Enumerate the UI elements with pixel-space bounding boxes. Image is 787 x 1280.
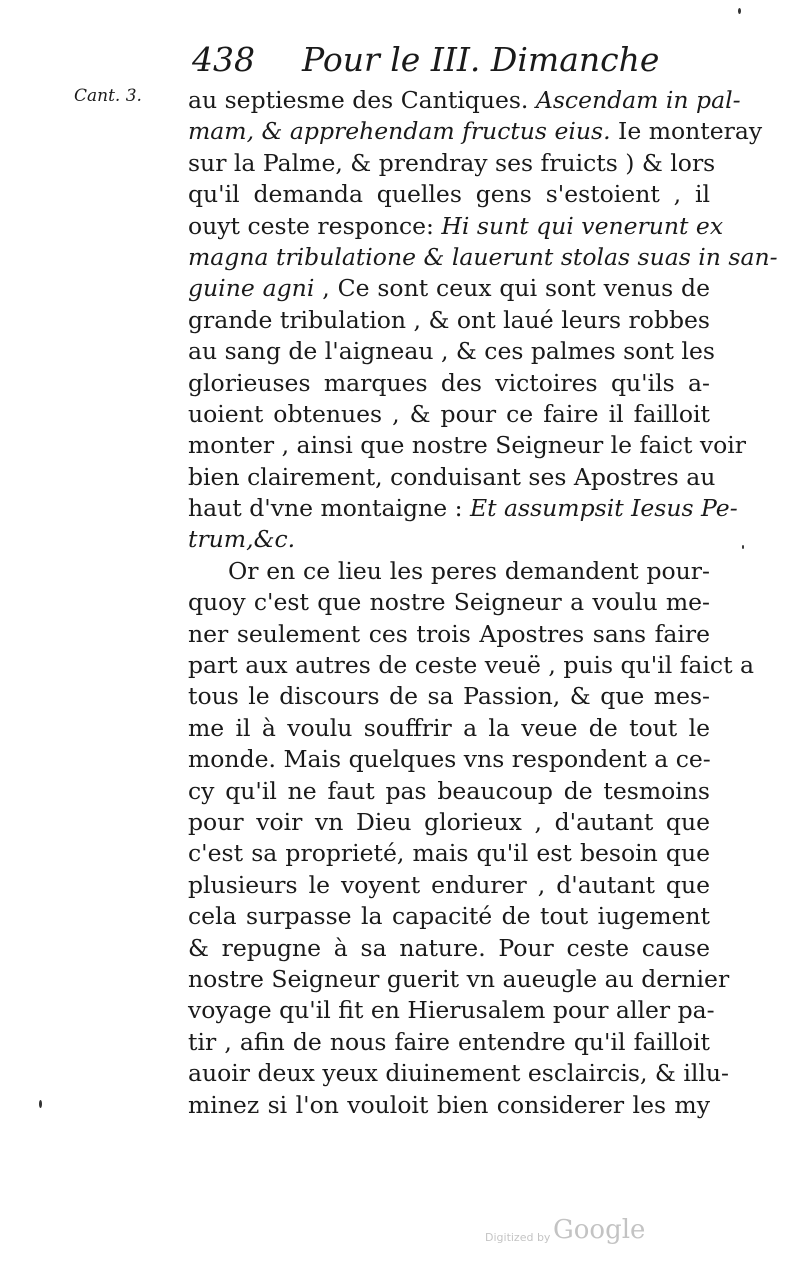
watermark-prefix: Digitized by bbox=[485, 1231, 551, 1244]
line-text: & repugne à sa nature. Pour ceste cause bbox=[188, 933, 710, 962]
page-number: 438 bbox=[192, 40, 255, 79]
ink-speck bbox=[39, 1100, 42, 1108]
page-header bbox=[192, 40, 660, 86]
line-text: au septiesme des Cantiques. bbox=[188, 86, 536, 114]
line-text: me il à voulu souffrir a la veue de tout le bbox=[188, 713, 710, 742]
line-text: sur la Palme, & prendray ses fruicts ) & lors bbox=[188, 148, 716, 177]
line-text: auoir deux yeux diuinement esclaircis, & illu- bbox=[188, 1059, 729, 1088]
text-line bbox=[188, 368, 710, 399]
latin-quote: trum,&c. bbox=[188, 525, 296, 554]
line-text: tir , afin de nous faire entendre qu'il failloit bbox=[188, 1027, 710, 1056]
running-head: Pour le III. Dimanche bbox=[302, 40, 660, 79]
line-text: Ie monteray bbox=[610, 117, 763, 146]
line-text: part aux autres de ceste veuë , puis qu'il faict a bbox=[188, 651, 755, 680]
text-line bbox=[188, 776, 710, 807]
line-text: cy qu'il ne faut pas beaucoup de tesmoins bbox=[188, 776, 710, 805]
latin-quote: Hi sunt qui venerunt ex bbox=[441, 211, 724, 240]
text-line bbox=[188, 305, 710, 336]
text-line bbox=[188, 399, 710, 430]
text-line bbox=[188, 1027, 710, 1058]
line-text: plusieurs le voyent endurer , d'autant que bbox=[188, 870, 710, 899]
body-text bbox=[188, 85, 778, 1121]
text-line bbox=[188, 242, 778, 273]
line-text: quoy c'est que nostre Seigneur a voulu me- bbox=[188, 588, 710, 617]
text-line bbox=[188, 681, 710, 712]
line-text: monter , ainsi que nostre Seigneur le faict voir bbox=[188, 431, 747, 460]
line-text: qu'il demanda quelles gens s'estoient , il bbox=[188, 180, 710, 209]
text-line bbox=[188, 995, 715, 1026]
text-line bbox=[188, 179, 710, 210]
line-text: tous le discours de sa Passion, & que mes- bbox=[188, 682, 710, 711]
text-line bbox=[188, 462, 716, 493]
text-line bbox=[188, 1090, 710, 1121]
text-line bbox=[188, 211, 724, 242]
text-line bbox=[188, 807, 710, 838]
latin-quote: guine agni bbox=[188, 274, 315, 303]
line-text: monde. Mais quelques vns respondent a ce- bbox=[188, 745, 711, 774]
line-text: c'est sa proprieté, mais qu'il est besoin que bbox=[188, 839, 710, 868]
line-text: Or en ce lieu les peres demandent pour- bbox=[228, 556, 710, 585]
latin-quote: Et assumpsit Iesus Pe- bbox=[469, 494, 738, 523]
line-text: pour voir vn Dieu glorieux , d'autant que bbox=[188, 807, 710, 836]
text-line bbox=[188, 148, 716, 179]
line-text: grande tribulation , & ont laué leurs robbes bbox=[188, 305, 710, 334]
text-line bbox=[188, 493, 738, 524]
text-line bbox=[188, 901, 710, 932]
text-line bbox=[188, 85, 741, 116]
text-line bbox=[188, 524, 710, 555]
line-text: au sang de l'aigneau , & ces palmes sont les bbox=[188, 337, 715, 366]
line-text: uoient obtenues , & pour ce faire il failloit bbox=[188, 399, 710, 428]
text-line bbox=[188, 336, 715, 367]
text-line bbox=[188, 744, 710, 775]
line-text: haut d'vne montaigne : bbox=[188, 494, 470, 523]
ink-speck bbox=[738, 8, 741, 14]
line-text: ouyt ceste responce: bbox=[188, 211, 442, 240]
text-line bbox=[188, 870, 710, 901]
text-line bbox=[188, 556, 710, 587]
digitized-watermark bbox=[485, 1215, 655, 1255]
text-line bbox=[188, 116, 763, 147]
watermark-brand: Google bbox=[553, 1215, 646, 1245]
text-line bbox=[188, 838, 710, 869]
line-text: minez si l'on vouloit bien considerer les my bbox=[188, 1090, 710, 1119]
text-line bbox=[188, 619, 710, 650]
text-line bbox=[188, 430, 747, 461]
line-text: cela surpasse la capacité de tout iugement bbox=[188, 902, 710, 931]
latin-quote: magna tribulatione & lauerunt stolas suas in san- bbox=[188, 242, 778, 271]
line-text: bien clairement, conduisant ses Apostres au bbox=[188, 462, 716, 491]
text-line bbox=[188, 933, 710, 964]
line-text: nostre Seigneur guerit vn aueugle au dernier bbox=[188, 964, 730, 993]
latin-quote: Ascendam in pal- bbox=[535, 86, 741, 114]
line-text: glorieuses marques des victoires qu'ils a- bbox=[188, 368, 710, 397]
line-text: , Ce sont ceux qui sont venus de bbox=[314, 274, 710, 303]
text-line bbox=[188, 713, 710, 744]
text-line bbox=[188, 964, 730, 995]
ink-speck bbox=[742, 545, 744, 549]
latin-quote: mam, & apprehendam fructus eius. bbox=[188, 117, 611, 146]
text-line bbox=[188, 587, 710, 618]
line-text: voyage qu'il fit en Hierusalem pour aller pa- bbox=[188, 996, 715, 1025]
margin-note: Cant. 3. bbox=[74, 86, 142, 106]
line-text: ner seulement ces trois Apostres sans faire bbox=[188, 619, 710, 648]
text-line bbox=[188, 650, 755, 681]
text-line bbox=[188, 1058, 729, 1089]
text-line bbox=[188, 273, 710, 304]
